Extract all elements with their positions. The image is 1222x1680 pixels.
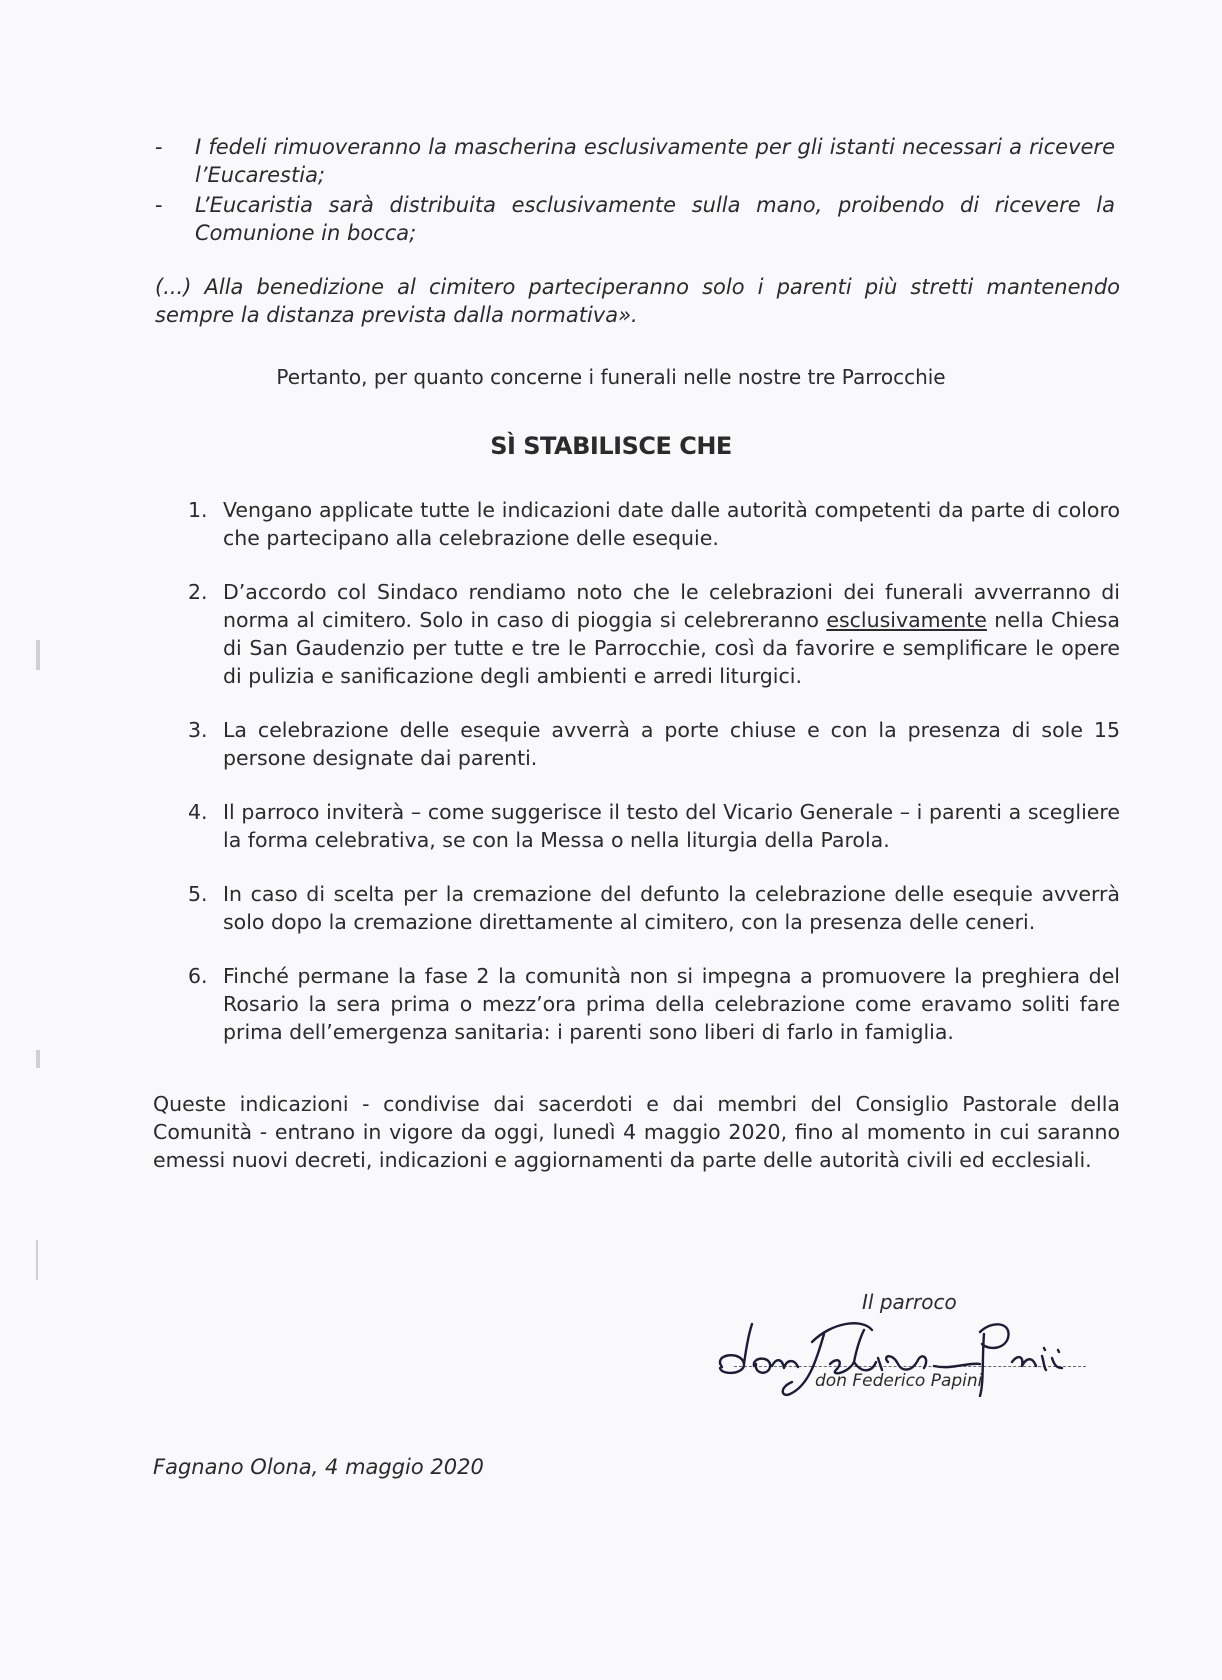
list-item: [180, 578, 1120, 690]
signatory-name: don Federico Papini: [815, 1371, 983, 1391]
item-text: Vengano applicate tutte le indicazioni date dalle autorità competenti da parte di coloro che partecipano alla celebrazione delle esequie.: [223, 498, 1120, 550]
item-text: Finché permane la fase 2 la comunità non si impegna a promuovere la preghiera del Rosario la sera prima o mezz’ora prima della celebrazione come eravamo soliti fare prima dell’emergenza sanitaria: i parenti sono liberi di farlo in famiglia.: [223, 964, 1120, 1044]
item-number: 5.: [188, 882, 208, 906]
item-text: D’accordo col Sindaco rendiamo noto che le celebrazioni dei funerali avverranno di norma al cimitero. Solo in caso di pioggia si celebreranno: [223, 580, 1120, 632]
item-text: In caso di scelta per la cremazione del defunto la celebrazione delle esequie avverrà solo dopo la cremazione direttamente al cimitero, con la presenza delle ceneri.: [223, 882, 1120, 934]
list-item: [180, 496, 1120, 552]
closing-paragraph: Queste indicazioni - condivise dai sacerdoti e dai membri del Consiglio Pastorale della Comunità - entrano in vigore da oggi, lunedì 4 maggio 2020, fino al momento in cui saranno emessi nuovi decreti, indicazioni e aggiornamenti da parte delle autorità civili ed ecclesiali.: [153, 1092, 1120, 1172]
signoff-role: Il parroco: [862, 1290, 957, 1314]
quote-paragraph: (...) Alla benedizione al cimitero parteciperanno solo i parenti più stretti mantenendo sempre la distanza prevista dalla normativa».: [155, 275, 1120, 327]
list-item: [180, 798, 1120, 854]
section-heading: SÌ STABILISCE CHE: [490, 432, 732, 460]
item-text: La celebrazione delle esequie avverrà a porte chiuse e con la presenza di sole 15 persone designate dai parenti.: [223, 718, 1120, 770]
item-text: nella Chiesa di San Gaudenzio per tutte e tre le Parrocchie, così da favorire e semplificare le opere di pulizia e sanificazione degli ambienti e arredi liturgici.: [223, 608, 1120, 688]
scan-mark: [36, 1240, 38, 1280]
list-item: [180, 962, 1120, 1046]
bullet-text: L’Eucaristia sarà distribuita esclusivamente sulla mano, proibendo di ricevere la Comunione in bocca;: [195, 193, 1115, 245]
lead-sentence: Pertanto, per quanto concerne i funerali nelle nostre tre Parrocchie: [276, 365, 946, 389]
item-number: 4.: [188, 800, 208, 824]
bullet-dash: -: [155, 135, 163, 159]
bullet-dash: -: [155, 193, 163, 217]
bullet-text: I fedeli rimuoveranno la mascherina esclusivamente per gli istanti necessari a ricevere l’Eucarestia;: [195, 135, 1115, 187]
underlined-word: esclusivamente: [826, 608, 987, 632]
scan-mark: [36, 640, 40, 670]
place-date: Fagnano Olona, 4 maggio 2020: [153, 1455, 484, 1479]
list-item: [180, 880, 1120, 936]
bullet-item: [155, 133, 1115, 189]
list-item: [180, 716, 1120, 772]
bullet-list: [155, 133, 1115, 249]
item-number: 1.: [188, 498, 208, 522]
item-number: 6.: [188, 964, 208, 988]
item-text: Il parroco inviterà – come suggerisce il testo del Vicario Generale – i parenti a scegliere la forma celebrativa, se con la Messa o nella liturgia della Parola.: [223, 800, 1120, 852]
scan-mark: [36, 1050, 40, 1068]
numbered-list: [180, 496, 1120, 1046]
bullet-item: [155, 191, 1115, 247]
item-number: 3.: [188, 718, 208, 742]
item-number: 2.: [188, 580, 208, 604]
